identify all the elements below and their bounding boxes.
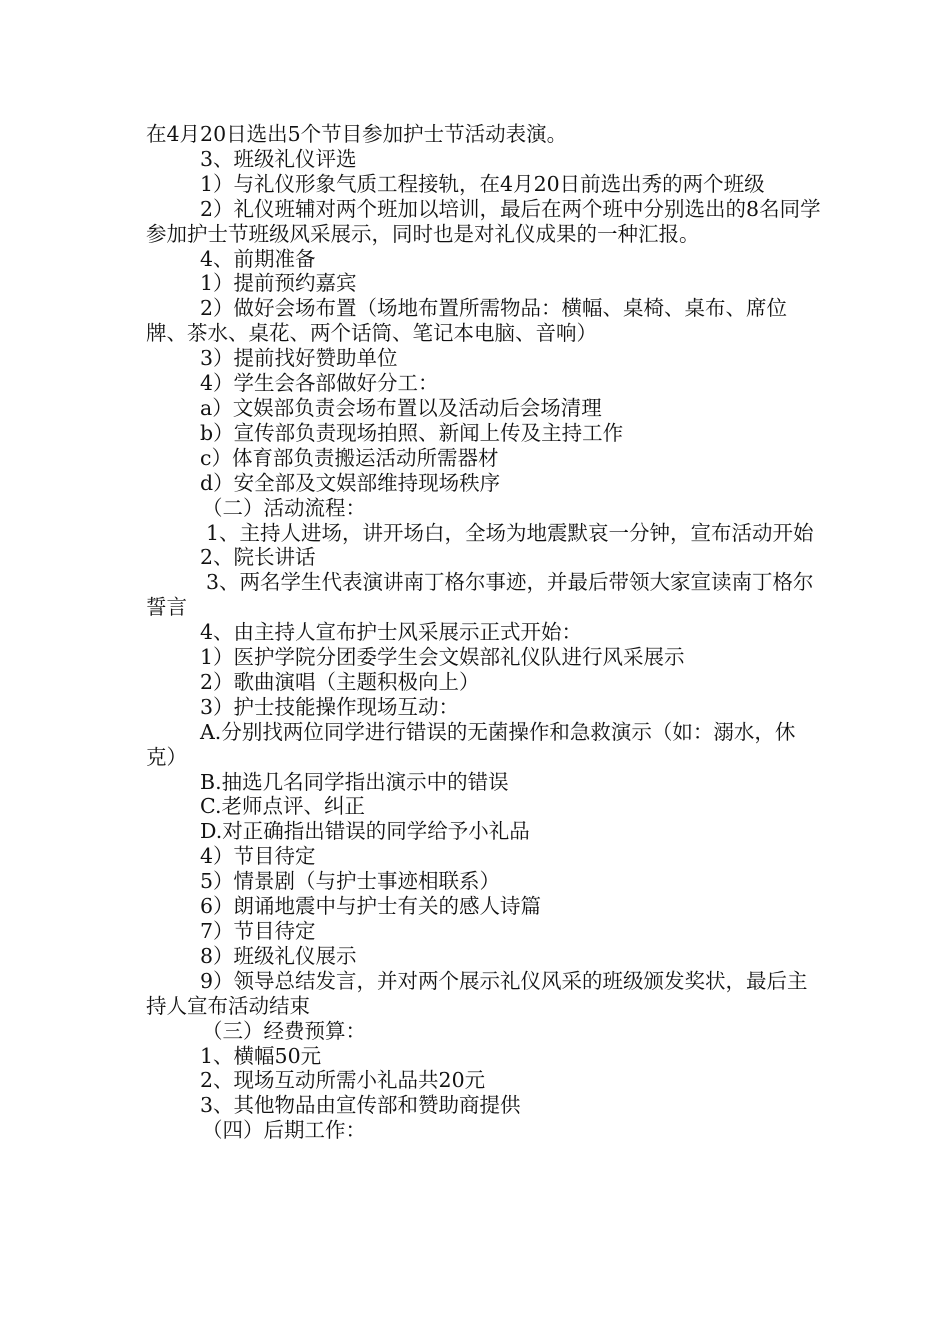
list-item: 2、现场互动所需小礼品共20元 — [200, 1068, 486, 1093]
list-item: d）安全部及文娱部维持现场秩序 — [200, 470, 501, 495]
list-item: C.老师点评、纠正 — [200, 794, 365, 819]
list-item: 1）医护学院分团委学生会文娱部礼仪队进行风采展示 — [200, 645, 685, 670]
list-item: A.分别找两位同学进行错误的无菌操作和急救演示（如：溺水，休克） — [146, 719, 796, 769]
list-item: 2、院长讲话 — [200, 545, 316, 570]
section-heading: （四）后期工作： — [202, 1118, 366, 1143]
list-item: b）宣传部负责现场拍照、新闻上传及主持工作 — [200, 420, 624, 445]
list-item: 4、由主持人宣布护士风采展示正式开始： — [200, 620, 583, 645]
list-item: a）文娱部负责会场布置以及活动后会场清理 — [200, 395, 602, 420]
list-item: 1、横幅50元 — [200, 1043, 322, 1068]
list-item: 1）提前预约嘉宾 — [200, 271, 357, 296]
list-item: 3、两名学生代表演讲南丁格尔事迹，并最后带领大家宣读南丁格尔誓言 — [146, 570, 814, 620]
list-item: D.对正确指出错误的同学给予小礼品 — [200, 819, 530, 844]
list-item: 8）班级礼仪展示 — [200, 943, 357, 968]
list-item: 5）情景剧（与护士事迹相联系） — [200, 869, 501, 894]
section-heading: （三）经费预算： — [202, 1018, 366, 1043]
paragraph: 在4月20日选出5个节目参加护士节活动表演。 — [146, 122, 568, 146]
list-item: 7）节目待定 — [200, 919, 316, 943]
list-item: 9）领导总结发言，并对两个展示礼仪风采的班级颁发奖状，最后主持人宣布活动结束 — [146, 968, 808, 1018]
document-body — [146, 122, 822, 1143]
list-item: 3）护士技能操作现场互动： — [200, 694, 460, 719]
paragraph: 1）与礼仪形象气质工程接轨，在4月20日前选出秀的两个班级 — [200, 171, 765, 196]
paragraph: 2）礼仪班辅对两个班加以培训，最后在两个班中分别选出的8名同学参加护士节班级风采展示，同时也是对礼仪成果的一种汇报。 — [146, 196, 821, 246]
list-item: 6）朗诵地震中与护士有关的感人诗篇 — [200, 894, 542, 919]
list-item: 2）做好会场布置（场地布置所需物品：横幅、桌椅、桌布、席位牌、茶水、桌花、两个话筒、笔记本电脑、音响） — [146, 296, 788, 346]
list-item: 3）提前找好赞助单位 — [200, 346, 398, 371]
list-item: B.抽选几名同学指出演示中的错误 — [200, 769, 509, 794]
section-heading: 4、前期准备 — [200, 246, 316, 271]
list-item: c）体育部负责搬运活动所需器材 — [200, 445, 499, 470]
list-item: 4）学生会各部做好分工： — [200, 371, 439, 396]
list-item: 2）歌曲演唱（主题积极向上） — [200, 669, 480, 694]
list-item: 3、其他物品由宣传部和赞助商提供 — [200, 1093, 521, 1118]
list-item: 4）节目待定 — [200, 844, 316, 869]
list-item: 1、主持人进场，讲开场白，全场为地震默哀一分钟，宣布活动开始 — [206, 520, 814, 545]
section-heading: （二）活动流程： — [202, 495, 366, 520]
section-heading: 3、班级礼仪评选 — [200, 146, 357, 171]
